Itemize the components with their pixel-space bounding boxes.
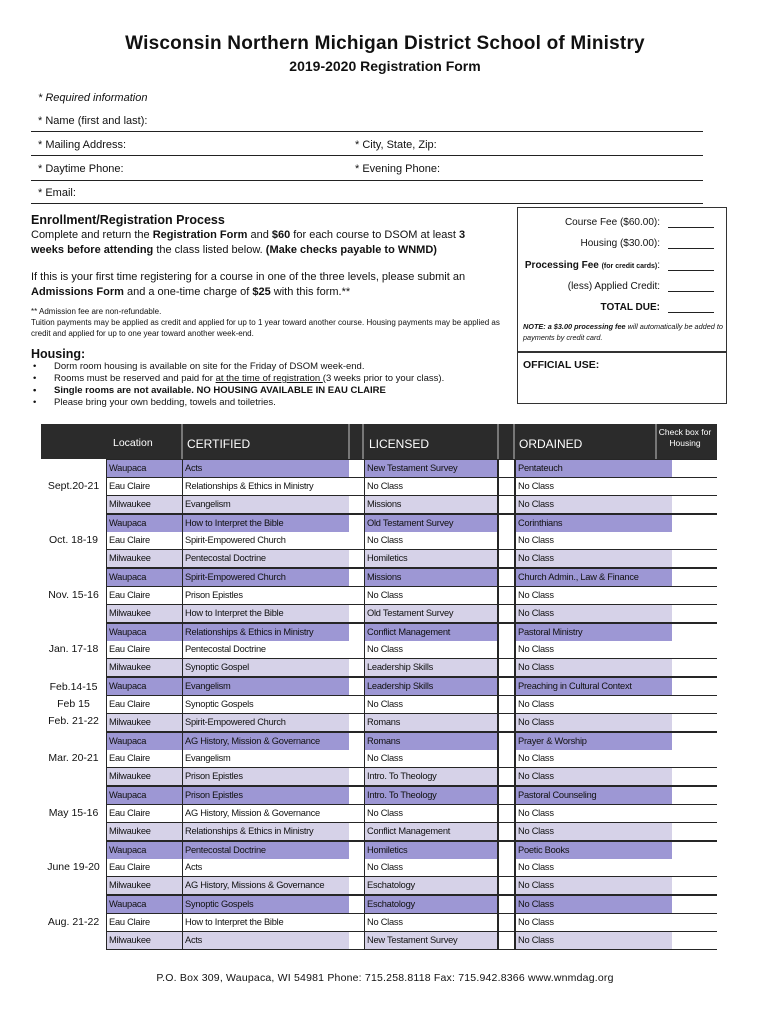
session-date-text: Jan. 17-18 bbox=[48, 643, 99, 656]
housing-checkbox[interactable] bbox=[672, 896, 717, 913]
session-block bbox=[41, 677, 717, 732]
certified-course-cell: Pentecostal Doctrine bbox=[183, 550, 349, 567]
housing-checkbox[interactable] bbox=[672, 624, 717, 641]
certified-course-cell: Pentecostal Doctrine bbox=[183, 842, 349, 859]
location-cell: Milwaukee bbox=[107, 823, 182, 840]
table-row bbox=[107, 733, 717, 750]
header-location: Location bbox=[113, 437, 153, 449]
email-field-line[interactable] bbox=[31, 203, 703, 204]
ordained-course-cell: No Class bbox=[516, 768, 672, 785]
licensed-course-cell: Romans bbox=[365, 733, 497, 750]
licensed-course-cell: Missions bbox=[365, 496, 497, 513]
session-date bbox=[41, 459, 106, 514]
housing-checkbox[interactable] bbox=[672, 733, 717, 750]
licensed-course-cell: Eschatology bbox=[365, 896, 497, 913]
housing-title: Housing: bbox=[31, 347, 86, 361]
certified-course-cell: Acts bbox=[183, 932, 349, 949]
table-row bbox=[107, 805, 717, 822]
course-checkbox[interactable] bbox=[499, 805, 514, 822]
certified-course-cell: Pentecostal Doctrine bbox=[183, 641, 349, 658]
session-block bbox=[41, 841, 717, 896]
session-date-text: Nov. 15-16 bbox=[48, 588, 99, 601]
address-field-line[interactable] bbox=[31, 155, 703, 156]
ordained-course-cell: Pastoral Ministry bbox=[516, 624, 672, 641]
course-checkbox[interactable] bbox=[499, 659, 514, 676]
location-cell: Eau Claire bbox=[107, 914, 182, 931]
location-cell: Milwaukee bbox=[107, 768, 182, 785]
ordained-course-cell: No Class bbox=[516, 896, 672, 913]
ordained-course-cell: No Class bbox=[516, 641, 672, 658]
session-date bbox=[41, 786, 106, 841]
session-date-text: Oct. 18-19 bbox=[48, 534, 99, 547]
fee-summary-box: Course Fee ($60.00): Housing ($30.00): Processing Fee (for credit cards): (less) Applied Credit: TOTAL DUE: NOTE: a $3.00 processing fee will automatically be added to payments by credit card. bbox=[517, 207, 727, 352]
table-row bbox=[107, 641, 717, 658]
housing-bullet: • Dorm room housing is available on site for the Friday of DSOM week-end. bbox=[33, 361, 444, 373]
session-date bbox=[41, 677, 106, 732]
certified-course-cell: Relationships & Ethics in Ministry bbox=[183, 823, 349, 840]
ordained-course-cell: Pentateuch bbox=[516, 460, 672, 477]
phone-field-line[interactable] bbox=[31, 180, 703, 181]
course-checkbox[interactable] bbox=[349, 859, 364, 876]
table-row bbox=[107, 842, 717, 859]
ordained-course-cell: No Class bbox=[516, 805, 672, 822]
course-checkbox[interactable] bbox=[349, 624, 364, 641]
housing-checkbox[interactable] bbox=[672, 478, 717, 495]
ordained-course-cell: No Class bbox=[516, 659, 672, 676]
housing-checkbox[interactable] bbox=[672, 696, 717, 713]
session-date-text: Feb. 21-22 bbox=[48, 714, 99, 727]
course-checkbox[interactable] bbox=[499, 641, 514, 658]
course-checkbox[interactable] bbox=[499, 678, 514, 695]
housing-checkbox[interactable] bbox=[672, 842, 717, 859]
licensed-course-cell: No Class bbox=[365, 478, 497, 495]
course-checkbox[interactable] bbox=[499, 877, 514, 894]
licensed-course-cell: New Testament Survey bbox=[365, 932, 497, 949]
licensed-course-cell: Leadership Skills bbox=[365, 659, 497, 676]
course-checkbox[interactable] bbox=[499, 515, 514, 532]
licensed-course-cell: Romans bbox=[365, 714, 497, 731]
licensed-course-cell: Old Testament Survey bbox=[365, 605, 497, 622]
course-checkbox[interactable] bbox=[349, 478, 364, 495]
certified-course-cell: Acts bbox=[183, 859, 349, 876]
course-checkbox[interactable] bbox=[349, 659, 364, 676]
course-checkbox[interactable] bbox=[499, 460, 514, 477]
housing-checkbox[interactable] bbox=[672, 550, 717, 567]
table-row bbox=[107, 460, 717, 477]
ordained-course-cell: Pastoral Counseling bbox=[516, 787, 672, 804]
housing-bullets bbox=[33, 361, 444, 409]
table-row bbox=[107, 914, 717, 931]
housing-checkbox[interactable] bbox=[672, 532, 717, 549]
table-row bbox=[107, 624, 717, 641]
ordained-course-cell: Poetic Books bbox=[516, 842, 672, 859]
certified-course-cell: How to Interpret the Bible bbox=[183, 515, 349, 532]
location-cell: Milwaukee bbox=[107, 550, 182, 567]
location-cell: Milwaukee bbox=[107, 877, 182, 894]
course-checkbox[interactable] bbox=[499, 569, 514, 586]
session-date bbox=[41, 895, 106, 950]
ordained-course-cell: No Class bbox=[516, 859, 672, 876]
session-block bbox=[41, 623, 717, 678]
table-row bbox=[107, 605, 717, 622]
course-checkbox[interactable] bbox=[499, 787, 514, 804]
location-cell: Milwaukee bbox=[107, 605, 182, 622]
ordained-course-cell: No Class bbox=[516, 877, 672, 894]
location-cell: Waupaca bbox=[107, 460, 182, 477]
session-block bbox=[41, 568, 717, 623]
certified-course-cell: How to Interpret the Bible bbox=[183, 605, 349, 622]
course-checkbox[interactable] bbox=[499, 714, 514, 731]
certified-course-cell: Spirit-Empowered Church bbox=[183, 532, 349, 549]
table-row bbox=[107, 877, 717, 894]
licensed-course-cell: Homiletics bbox=[365, 842, 497, 859]
certified-course-cell: Spirit-Empowered Church bbox=[183, 714, 349, 731]
certified-course-cell: How to Interpret the Bible bbox=[183, 914, 349, 931]
session-date-text: Feb 15 bbox=[57, 697, 90, 710]
course-checkbox[interactable] bbox=[349, 714, 364, 731]
location-cell: Waupaca bbox=[107, 733, 182, 750]
admissions-paragraph: If this is your first time registering for a course in one of the three levels, please submit an Admissions Form and a one-time charge of $25 with this form.** bbox=[31, 271, 466, 298]
licensed-course-cell: No Class bbox=[365, 696, 497, 713]
course-checkbox[interactable] bbox=[499, 733, 514, 750]
location-cell: Waupaca bbox=[107, 569, 182, 586]
table-row bbox=[107, 496, 717, 513]
housing-bullet: • Please bring your own bedding, towels and toiletries. bbox=[33, 397, 444, 409]
table-row bbox=[107, 823, 717, 840]
session-date-text: Aug. 21-22 bbox=[47, 915, 100, 928]
table-row bbox=[107, 659, 717, 676]
location-cell: Waupaca bbox=[107, 515, 182, 532]
session-date bbox=[41, 841, 106, 896]
course-checkbox[interactable] bbox=[349, 678, 364, 695]
processing-fee-note: NOTE: a $3.00 processing fee will automatically be added to payments by credit card. bbox=[523, 322, 723, 342]
certified-course-cell: Spirit-Empowered Church bbox=[183, 569, 349, 586]
location-cell: Milwaukee bbox=[107, 714, 182, 731]
course-checkbox[interactable] bbox=[499, 605, 514, 622]
session-block bbox=[41, 514, 717, 569]
location-cell: Waupaca bbox=[107, 842, 182, 859]
location-cell: Waupaca bbox=[107, 787, 182, 804]
licensed-course-cell: No Class bbox=[365, 750, 497, 767]
housing-checkbox[interactable] bbox=[672, 641, 717, 658]
header-certified: CERTIFIED bbox=[187, 437, 251, 451]
location-cell: Eau Claire bbox=[107, 805, 182, 822]
course-checkbox[interactable] bbox=[499, 532, 514, 549]
certified-course-cell: Synoptic Gospels bbox=[183, 696, 349, 713]
licensed-course-cell: No Class bbox=[365, 532, 497, 549]
ordained-course-cell: Preaching in Cultural Context bbox=[516, 678, 672, 695]
course-checkbox[interactable] bbox=[349, 768, 364, 785]
location-cell: Milwaukee bbox=[107, 932, 182, 949]
session-block bbox=[41, 459, 717, 514]
ordained-course-cell: Church Admin., Law & Finance bbox=[516, 569, 672, 586]
ordained-course-cell: No Class bbox=[516, 478, 672, 495]
certified-course-cell: Relationships & Ethics in Ministry bbox=[183, 624, 349, 641]
location-cell: Waupaca bbox=[107, 624, 182, 641]
certified-course-cell: Synoptic Gospel bbox=[183, 659, 349, 676]
header-housing-checkbox: Check box for Housing bbox=[658, 427, 712, 448]
location-cell: Eau Claire bbox=[107, 478, 182, 495]
footer-contact: P.O. Box 309, Waupaca, WI 54981 Phone: 715.258.8118 Fax: 715.942.8366 www.wnmdag.org bbox=[156, 972, 614, 984]
ordained-course-cell: No Class bbox=[516, 550, 672, 567]
certified-course-cell: Relationships & Ethics in Ministry bbox=[183, 478, 349, 495]
course-checkbox[interactable] bbox=[349, 842, 364, 859]
course-checkbox[interactable] bbox=[349, 532, 364, 549]
ordained-course-cell: No Class bbox=[516, 496, 672, 513]
ordained-course-cell: No Class bbox=[516, 914, 672, 931]
housing-checkbox[interactable] bbox=[672, 605, 717, 622]
course-checkbox[interactable] bbox=[349, 460, 364, 477]
housing-bullet: • Rooms must be reserved and paid for at the time of registration (3 weeks prior to your class). bbox=[33, 373, 444, 385]
enrollment-paragraph: Complete and return the Registration Form and $60 for each course to DSOM at least 3 weeks before attending the class listed below. (Make checks payable to WNMD) bbox=[31, 229, 466, 256]
city-state-zip-label: * City, State, Zip: bbox=[355, 139, 437, 151]
course-checkbox[interactable] bbox=[349, 569, 364, 586]
licensed-course-cell: No Class bbox=[365, 859, 497, 876]
certified-course-cell: AG History, Mission & Governance bbox=[183, 805, 349, 822]
licensed-course-cell: No Class bbox=[365, 641, 497, 658]
housing-checkbox[interactable] bbox=[672, 768, 717, 785]
course-checkbox[interactable] bbox=[349, 787, 364, 804]
ordained-course-cell: No Class bbox=[516, 696, 672, 713]
table-row bbox=[107, 768, 717, 785]
location-cell: Eau Claire bbox=[107, 696, 182, 713]
table-row bbox=[107, 678, 717, 695]
housing-checkbox[interactable] bbox=[672, 823, 717, 840]
course-checkbox[interactable] bbox=[349, 896, 364, 913]
table-row bbox=[107, 515, 717, 532]
course-checkbox[interactable] bbox=[499, 696, 514, 713]
mailing-address-label: * Mailing Address: bbox=[38, 139, 127, 151]
location-cell: Milwaukee bbox=[107, 496, 182, 513]
licensed-course-cell: Intro. To Theology bbox=[365, 768, 497, 785]
location-cell: Waupaca bbox=[107, 896, 182, 913]
certified-course-cell: Synoptic Gospels bbox=[183, 896, 349, 913]
certified-course-cell: AG History, Missions & Governance bbox=[183, 877, 349, 894]
course-checkbox[interactable] bbox=[499, 842, 514, 859]
course-checkbox[interactable] bbox=[499, 932, 514, 949]
admission-fee-note: ** Admission fee are non-refundable. bbox=[31, 307, 162, 316]
housing-checkbox[interactable] bbox=[672, 587, 717, 604]
course-checkbox[interactable] bbox=[499, 478, 514, 495]
licensed-course-cell: Homiletics bbox=[365, 550, 497, 567]
session-block bbox=[41, 895, 717, 950]
location-cell: Eau Claire bbox=[107, 750, 182, 767]
name-field-label: * Name (first and last): bbox=[38, 115, 148, 127]
ordained-course-cell: No Class bbox=[516, 605, 672, 622]
housing-checkbox[interactable] bbox=[672, 515, 717, 532]
daytime-phone-label: * Daytime Phone: bbox=[38, 163, 124, 175]
session-date bbox=[41, 568, 106, 623]
location-cell: Eau Claire bbox=[107, 587, 182, 604]
course-checkbox[interactable] bbox=[499, 914, 514, 931]
table-row bbox=[107, 587, 717, 604]
housing-checkbox[interactable] bbox=[672, 496, 717, 513]
session-date bbox=[41, 732, 106, 787]
ordained-course-cell: No Class bbox=[516, 823, 672, 840]
table-row bbox=[107, 696, 717, 713]
course-checkbox[interactable] bbox=[499, 624, 514, 641]
housing-checkbox[interactable] bbox=[672, 659, 717, 676]
certified-course-cell: Prison Epistles bbox=[183, 587, 349, 604]
course-checkbox[interactable] bbox=[349, 641, 364, 658]
session-date bbox=[41, 623, 106, 678]
table-row bbox=[107, 750, 717, 767]
licensed-course-cell: Conflict Management bbox=[365, 624, 497, 641]
licensed-course-cell: No Class bbox=[365, 587, 497, 604]
housing-checkbox[interactable] bbox=[672, 750, 717, 767]
course-checkbox[interactable] bbox=[349, 496, 364, 513]
course-checkbox[interactable] bbox=[499, 550, 514, 567]
table-row bbox=[107, 714, 717, 731]
course-checkbox[interactable] bbox=[349, 605, 364, 622]
course-checkbox[interactable] bbox=[499, 859, 514, 876]
certified-course-cell: Evangelism bbox=[183, 496, 349, 513]
table-row bbox=[107, 896, 717, 913]
housing-checkbox[interactable] bbox=[672, 805, 717, 822]
licensed-course-cell: No Class bbox=[365, 914, 497, 931]
certified-course-cell: Prison Epistles bbox=[183, 768, 349, 785]
required-note: * Required information bbox=[38, 92, 148, 104]
session-date-text: Feb.14-15 bbox=[49, 680, 98, 693]
schedule-table bbox=[41, 424, 717, 950]
certified-course-cell: Evangelism bbox=[183, 678, 349, 695]
ordained-course-cell: No Class bbox=[516, 932, 672, 949]
housing-bullet: • Single rooms are not available. NO HOUSING AVAILABLE IN EAU CLAIRE bbox=[33, 385, 444, 397]
table-row bbox=[107, 787, 717, 804]
certified-course-cell: Prison Epistles bbox=[183, 787, 349, 804]
housing-checkbox[interactable] bbox=[672, 678, 717, 695]
housing-checkbox[interactable] bbox=[672, 714, 717, 731]
licensed-course-cell: Old Testament Survey bbox=[365, 515, 497, 532]
course-checkbox[interactable] bbox=[349, 696, 364, 713]
housing-checkbox[interactable] bbox=[672, 569, 717, 586]
housing-checkbox[interactable] bbox=[672, 859, 717, 876]
course-checkbox[interactable] bbox=[349, 733, 364, 750]
licensed-course-cell: No Class bbox=[365, 805, 497, 822]
official-use-box: OFFICIAL USE: bbox=[517, 352, 727, 404]
housing-checkbox[interactable] bbox=[672, 787, 717, 804]
course-checkbox[interactable] bbox=[349, 914, 364, 931]
session-date-text: June 19-20 bbox=[47, 861, 100, 874]
certified-course-cell: Acts bbox=[183, 460, 349, 477]
ordained-course-cell: No Class bbox=[516, 750, 672, 767]
header-ordained: ORDAINED bbox=[519, 437, 583, 451]
location-cell: Eau Claire bbox=[107, 532, 182, 549]
table-row bbox=[107, 532, 717, 549]
housing-checkbox[interactable] bbox=[672, 914, 717, 931]
course-checkbox[interactable] bbox=[349, 515, 364, 532]
table-row bbox=[107, 478, 717, 495]
location-cell: Eau Claire bbox=[107, 859, 182, 876]
housing-checkbox[interactable] bbox=[672, 460, 717, 477]
course-checkbox[interactable] bbox=[499, 823, 514, 840]
form-title: Wisconsin Northern Michigan District School of Ministry bbox=[125, 33, 645, 54]
table-row bbox=[107, 859, 717, 876]
certified-course-cell: Evangelism bbox=[183, 750, 349, 767]
course-checkbox[interactable] bbox=[349, 550, 364, 567]
licensed-course-cell: Intro. To Theology bbox=[365, 787, 497, 804]
course-checkbox[interactable] bbox=[349, 805, 364, 822]
table-row bbox=[107, 569, 717, 586]
location-cell: Waupaca bbox=[107, 678, 182, 695]
course-checkbox[interactable] bbox=[349, 587, 364, 604]
session-date-text: May 15-16 bbox=[48, 806, 99, 819]
ordained-course-cell: No Class bbox=[516, 587, 672, 604]
table-header bbox=[41, 424, 717, 459]
tuition-credit-note: Tuition payments may be applied as credit and applied for up to 1 year toward another course. Housing payments may be applied as credit and applied for up to one year toward another week-end. bbox=[31, 318, 500, 338]
licensed-course-cell: Conflict Management bbox=[365, 823, 497, 840]
name-field-line[interactable] bbox=[31, 131, 703, 132]
course-checkbox[interactable] bbox=[499, 750, 514, 767]
session-date-text: Mar. 20-21 bbox=[48, 752, 99, 765]
housing-checkbox[interactable] bbox=[672, 877, 717, 894]
certified-course-cell: AG History, Mission & Governance bbox=[183, 733, 349, 750]
course-checkbox[interactable] bbox=[349, 932, 364, 949]
licensed-course-cell: Leadership Skills bbox=[365, 678, 497, 695]
location-cell: Milwaukee bbox=[107, 659, 182, 676]
course-checkbox[interactable] bbox=[349, 750, 364, 767]
course-checkbox[interactable] bbox=[499, 768, 514, 785]
evening-phone-label: * Evening Phone: bbox=[355, 163, 441, 175]
course-checkbox[interactable] bbox=[499, 496, 514, 513]
licensed-course-cell: New Testament Survey bbox=[365, 460, 497, 477]
header-licensed: LICENSED bbox=[369, 437, 430, 451]
course-checkbox[interactable] bbox=[349, 823, 364, 840]
housing-checkbox[interactable] bbox=[672, 932, 717, 949]
course-checkbox[interactable] bbox=[499, 587, 514, 604]
location-cell: Eau Claire bbox=[107, 641, 182, 658]
ordained-course-cell: Corinthians bbox=[516, 515, 672, 532]
course-checkbox[interactable] bbox=[349, 877, 364, 894]
licensed-course-cell: Eschatology bbox=[365, 877, 497, 894]
session-date bbox=[41, 514, 106, 569]
enrollment-title: Enrollment/Registration Process bbox=[31, 213, 225, 227]
session-block bbox=[41, 786, 717, 841]
course-checkbox[interactable] bbox=[499, 896, 514, 913]
email-label: * Email: bbox=[38, 187, 76, 199]
licensed-course-cell: Missions bbox=[365, 569, 497, 586]
session-date-text: Sept.20-21 bbox=[47, 479, 100, 492]
ordained-course-cell: No Class bbox=[516, 532, 672, 549]
ordained-course-cell: Prayer & Worship bbox=[516, 733, 672, 750]
table-row bbox=[107, 550, 717, 567]
session-block bbox=[41, 732, 717, 787]
form-subtitle: 2019-2020 Registration Form bbox=[289, 58, 481, 74]
table-row bbox=[107, 932, 717, 949]
ordained-course-cell: No Class bbox=[516, 714, 672, 731]
